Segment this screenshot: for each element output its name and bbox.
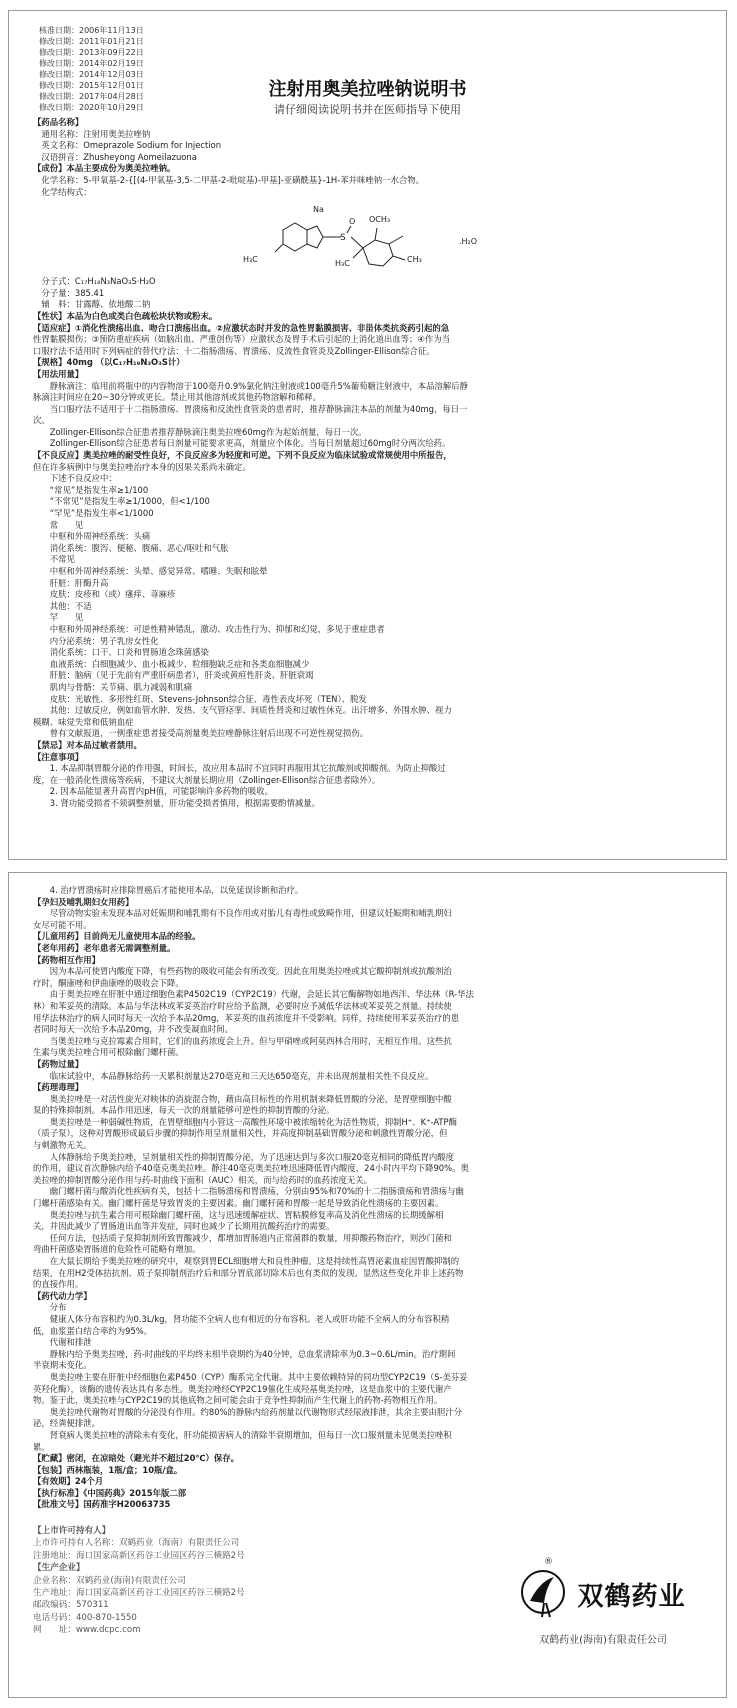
text-line: 低，血浆蛋白结合率约为95%。 xyxy=(33,1325,153,1336)
text-line: 奥美拉唑主要在肝脏中经细胞色素P450（CYP）酶系完全代谢。其中主要依赖特异的同功型CYP2C19（S-美芬妥 xyxy=(33,1371,468,1382)
structure-label-na: Na xyxy=(313,205,324,215)
footer-line: 【生产企业】 xyxy=(33,1563,85,1574)
text-line: 【药品名称】 xyxy=(33,117,84,127)
text-line: “常见”是指发生率≥1/100 xyxy=(33,484,149,495)
text-line: 【药理毒理】 xyxy=(33,1082,84,1093)
text-line: 模糊、味觉失常和低钠血症 xyxy=(33,716,134,727)
text-line: 化学名称：5-甲氧基-2-{[(4-甲氧基-3,5-二甲基-2-吡啶基)-甲基]-亚磺酰基}-1H-苯并咪唑钠一水合物。 xyxy=(33,174,424,185)
structure-label-och3: OCH₃ xyxy=(369,215,391,225)
structure-label-h2o: .H₂O xyxy=(459,237,478,247)
revision-date: 核准日期：2006年11月13日 xyxy=(39,26,144,35)
text-line: 【儿童用药】目前尚无儿童使用本品的经验。 xyxy=(33,931,201,942)
text-line: 消化系统：口干、口炎和胃肠道念珠菌感染 xyxy=(33,647,209,658)
text-line: 4. 治疗胃溃疡时应排除胃癌后才能使用本品，以免延误诊断和治疗。 xyxy=(33,885,304,895)
text-line: 分子式：C₁₇H₁₈N₃NaO₃S·H₂O xyxy=(33,276,156,287)
text-line: 中枢和外周神经系统：头痛 xyxy=(33,531,151,542)
leaflet-page-1 xyxy=(8,10,727,860)
text-line: 汉语拼音：Zhusheyong Aomeilazuona xyxy=(33,151,197,162)
text-line: 与刺激物无关。 xyxy=(33,1140,92,1151)
footer-line: 生产地址：海口国家高新区药谷工业园区药谷三横路2号 xyxy=(33,1588,245,1599)
text-line: 【包装】西林瓶装，1瓶/盒；10瓶/盒。 xyxy=(33,1464,183,1475)
text-line: 性胃黏膜损伤；③预防重症疾病（如脑出血、严重创伤等）应激状态及胃手术后引起的上消化道出血等；④作为当 xyxy=(33,334,451,345)
text-line: 化学结构式： xyxy=(33,186,92,197)
text-line: Zollinger-Ellison综合征患者每日剂量可能要求更高，剂量应个体化。当每日剂量超过60mg时分两次给药。 xyxy=(33,438,451,449)
text-line: 血液系统：白细胞减少、血小板减少、粒细胞缺乏症和各类血细胞减少 xyxy=(33,658,310,669)
crane-logo-icon xyxy=(520,1563,566,1625)
text-line: 奥美拉唑是一种弱碱性物质，在胃壁细胞内小管这一高酸性环境中被浓缩转化为活性物质，抑制H⁺、K⁺-ATP酶 xyxy=(33,1116,457,1127)
text-line: 的直接作用。 xyxy=(33,1279,84,1290)
text-line: 皮肤：皮疹和（或）瘙痒、荨麻疹 xyxy=(33,589,176,600)
text-line: 泌，经粪便排泄。 xyxy=(33,1418,100,1429)
text-line: 【不良反应】奥美拉唑的耐受性良好，不良反应多为轻度和可逆。下列不良反应为临床试验或常规使用中所报告， xyxy=(33,450,452,461)
text-line: 【老年用药】老年患者无需调整剂量。 xyxy=(33,942,176,953)
text-line: 物。鉴于此，奥美拉唑与CYP2C19的其他底物之间可能会由于竞争性抑制而产生代谢上的药物-药物相互作用。 xyxy=(33,1395,443,1406)
text-line: 其他：不适 xyxy=(33,600,92,611)
footer-line: 网 址：www.dcpc.com xyxy=(33,1625,141,1636)
revision-date: 修改日期：2011年01月21日 xyxy=(39,37,144,46)
text-line: 在大鼠长期给予奥美拉唑的研究中，观察到胃ECL细胞增大和良性肿瘤。这是持续性高胃泌素血症因胃酸抑制的 xyxy=(33,1256,460,1266)
text-line: 【注意事项】 xyxy=(33,751,84,762)
text-line: 【药物过量】 xyxy=(33,1058,84,1069)
footer-line: 企业名称：双鹤药业(海南)有限责任公司 xyxy=(33,1575,186,1586)
text-line: 中枢和外周神经系统：可逆性精神错乱，激动、攻击性行为、抑郁和幻觉，多见于重症患者 xyxy=(33,623,385,634)
text-line: 其他：过敏反应，例如血管水肿、发热、支气管痉挛、间质性肾炎和过敏性休克。出汗增多、外围水肿、视力 xyxy=(33,705,452,716)
text-line: 【成份】本品主要成份为奥美拉唑钠。 xyxy=(33,163,176,174)
text-line: 不常见 xyxy=(33,554,75,565)
document-subtitle: 请仔细阅读说明书并在医师指导下使用 xyxy=(274,103,461,116)
text-line: 奥美拉唑是一对活性旋光对映体的消旋混合物，藉由高目标性的作用机制来降低胃酸的分泌，是胃壁细胞中酸 xyxy=(33,1093,452,1104)
text-line: 2. 因本品能显著升高胃内pH值，可能影响许多药物的吸收。 xyxy=(33,786,274,797)
text-line: 当口服疗法不适用于十二指肠溃疡、胃溃疡和反流性食管炎的患者时，推荐静脉滴注本品的剂量为40mg，每日一 xyxy=(33,403,468,414)
text-line: 弯曲杆菌感染胃肠道的危险性可能略有增加。 xyxy=(33,1244,201,1255)
text-line: 英羟化酶），该酶的遗传表达具有多态性。奥美拉唑经CYP2C19催化生成羟基奥美拉唑，这是血浆中的主要代谢产 xyxy=(33,1383,452,1394)
text-line: 【贮藏】密闭，在凉暗处（避光并不超过20℃）保存。 xyxy=(33,1453,240,1464)
revision-date: 修改日期：2013年09月22日 xyxy=(39,48,144,57)
text-line: 下述不良反应中： xyxy=(33,473,117,484)
text-line: 口服疗法不适用时下列病症的替代疗法：十二指肠溃疡、胃溃疡、反流性食管炎及Zollinger-Ellison综合征。 xyxy=(33,345,435,356)
page-1-body xyxy=(33,117,708,809)
text-line: 英文名称：Omeprazole Sodium for Injection xyxy=(33,140,221,151)
text-line: 奥美拉唑代谢物对胃酸的分泌没有作用。约80%的静脉内给药剂量以代谢物形式经尿液排泄，其余主要由胆汁分 xyxy=(33,1406,462,1417)
text-line: 常 见 xyxy=(33,519,84,530)
text-line: 【适应症】①消化性溃疡出血、吻合口溃疡出血。②应激状态时并发的急性胃黏膜损害、非甾体类抗炎药引起的急 xyxy=(33,322,450,333)
text-line: 辅 料：甘露醇、依地酸二钠 xyxy=(33,299,151,310)
text-line: 【禁忌】对本品过敏者禁用。 xyxy=(33,739,142,750)
revision-date: 修改日期：2020年10月29日 xyxy=(39,103,144,112)
text-line: 健康人体分布容积约为0.3L/kg，肾功能不全病人也有相近的分布容积。老人或肝功能不全病人的分布容积稍 xyxy=(33,1313,450,1324)
text-line: 通用名称：注射用奥美拉唑钠 xyxy=(33,128,151,139)
manufacturer-info xyxy=(33,1525,245,1637)
text-line: 曾有文献报道，一例重症患者接受高剂量奥美拉唑静脉注射后出现不可逆性视觉损伤。 xyxy=(33,728,368,739)
text-line: 度，在一般消化性溃疡等疾病，不建议大剂量长期应用（Zollinger-Ellison综合征患者除外）。 xyxy=(33,774,381,785)
text-line: 静脉内给予奥美拉唑，药-时曲线的平均终末相半衰期约为40分钟，总血浆清除率为0.3~0.6L/min。治疗期间 xyxy=(33,1348,456,1359)
text-line: 关，并因此减少了胃肠道出血等并发症，同时也减少了长期用抗酸药治疗的需要。 xyxy=(33,1221,335,1232)
text-line: 次。 xyxy=(33,415,50,426)
text-line: 【有效期】24个月 xyxy=(33,1476,104,1487)
structure-label-o: O xyxy=(349,217,356,227)
footer-line: 注册地址：海口国家高新区药谷工业园区药谷三横路2号 xyxy=(33,1550,245,1561)
chemical-structure xyxy=(33,198,708,276)
text-line: 中枢和外周神经系统：头晕、感觉异常、嗜睡、失眠和眩晕 xyxy=(33,566,268,576)
text-line: 奥美拉唑与抗生素合用可根除幽门螺杆菌，这与迅速缓解症状、胃粘膜修复率高及消化性溃疡的长期缓解相 xyxy=(33,1209,444,1220)
revision-date: 修改日期：2015年12月01日 xyxy=(39,81,144,90)
text-line: 尽管动物实验未发现本品对妊娠期和哺乳期有不良作用或对胎儿有毒性或致畸作用，但建议妊娠期和哺乳期妇 xyxy=(33,908,452,919)
text-line: 【孕妇及哺乳期妇女用药】 xyxy=(33,896,134,907)
text-line: 美拉唑的抑制胃酸分泌作用与药-时曲线下面积（AUC）相关，而与给药时的血药浓度无关。 xyxy=(33,1174,372,1185)
text-line: 内分泌系统：男子乳房女性化 xyxy=(33,635,159,646)
text-line: Zollinger-Ellison综合征患者推荐静脉滴注奥美拉唑60mg作为起始剂量，每日一次。 xyxy=(33,426,367,437)
text-line: 静脉滴注：临用前将瓶中的内容物溶于100毫升0.9%氯化钠注射液或100毫升5%葡萄糖注射液中，本品溶解后静 xyxy=(33,380,469,391)
text-line: 3. 肾功能受损者不须调整剂量，肝功能受损者慎用，根据需要酌情减量。 xyxy=(33,797,321,808)
drug-name-section xyxy=(33,117,708,198)
text-line: 林）和苯妥英的清除。本品与华法林或苯妥英治疗时应给予监测，必要时应予减低华法林或苯妥英之剂量。持续使 xyxy=(33,1000,452,1011)
company-logo xyxy=(508,1557,698,1646)
footer-line: 【上市许可持有人】 xyxy=(33,1526,111,1536)
text-line: 临床试验中，本品静脉给药一天累积剂量达270毫克和三天达650毫克，并未出现剂量相关性不良反应。 xyxy=(33,1070,434,1081)
text-line: （质子泵），这种对胃酸形成最后步骤的抑制作用呈剂量相关性，并高度抑制基础胃酸分泌和刺激性胃酸分泌，但 xyxy=(33,1128,448,1139)
text-line: 1. 本品抑制胃酸分泌的作用强，时间长，故应用本品时不宜同时再服用其它抗酸剂或抑酸剂。为防止抑酸过 xyxy=(33,763,446,774)
text-line: 的作用，建议首次静脉内给予40毫克奥美拉唑。静注40毫克奥美拉唑迅速降低胃内酸度，24小时内平均下降90%。奥 xyxy=(33,1163,469,1174)
document-title: 注射用奥美拉唑钠说明书 xyxy=(268,79,467,100)
structure-diagram xyxy=(243,200,543,276)
logo-brand-name: 双鹤药业 xyxy=(577,1581,686,1612)
text-line: 【药物相互作用】 xyxy=(33,954,100,965)
registered-mark: ® xyxy=(544,1557,553,1567)
text-line: 【批准文号】国药准字H20063735 xyxy=(33,1499,171,1510)
text-line: 分布 xyxy=(33,1302,67,1313)
structure-label-ch3: CH₃ xyxy=(407,255,422,265)
text-line: 因为本品可使胃内酸度下降，有些药物的吸收可能会有所改变。因此在用奥美拉唑或其它酸抑制剂或抗酸剂治 xyxy=(33,966,452,977)
text-line: 【执行标准】《中国药典》2015年版二部 xyxy=(33,1487,187,1498)
logo-company-name: 双鹤药业(海南)有限责任公司 xyxy=(539,1635,667,1646)
text-line: 者同时每天一次给予本品20mg，并不改变凝血时间。 xyxy=(33,1024,234,1035)
revision-date: 修改日期：2017年04月28日 xyxy=(39,92,144,101)
text-line: 生素与奥美拉唑合用可根除幽门螺杆菌。 xyxy=(33,1047,184,1058)
text-line: 但在许多病例中与奥美拉唑治疗本身的因果关系尚未确定。 xyxy=(33,461,251,472)
page-2-body xyxy=(33,885,708,1511)
text-line: 累。 xyxy=(33,1441,50,1452)
text-line: 半衰期未变化。 xyxy=(33,1360,92,1371)
text-line: 脉滴注时间应在20~30分钟或更长。禁止用其他溶剂或其他药物溶解和稀释。 xyxy=(33,392,321,403)
text-line: 肝脏：肝酶升高 xyxy=(33,577,109,588)
text-line: 皮肤：光敏性、多形性红斑、Stevens-Johnson综合征、毒性表皮坏死（TEN）、脱发 xyxy=(33,693,367,704)
text-line: 由于奥美拉唑在肝脏中通过细胞色素P4502C19（CYP2C19）代谢，会延长其它酶解物如地西泮、华法林（R-华法 xyxy=(33,989,474,1000)
footer-line: 上市许可持有人名称：双鹤药业（海南）有限责任公司 xyxy=(33,1538,240,1549)
text-line: 【药代动力学】 xyxy=(33,1290,92,1301)
text-line: 女尽可能不用。 xyxy=(33,919,92,930)
text-line: 人体静脉给予奥美拉唑，呈剂量相关性的抑制胃酸分泌，为了迅速达到与多次口服20毫克相同的降低胃内酸度 xyxy=(33,1151,455,1162)
text-line: 幽门螺杆菌与酸消化性疾病有关，包括十二指肠溃疡和胃溃疡，分别由95%和70%的十二指肠溃疡和胃溃疡与幽 xyxy=(33,1186,464,1197)
revision-date: 修改日期：2014年02月19日 xyxy=(39,59,144,68)
text-line: 罕 见 xyxy=(33,612,84,623)
text-line: 分子量：385.41 xyxy=(33,287,105,298)
text-line: 消化系统：腹泻、便秘、腹痛、恶心/呕吐和气胀 xyxy=(33,542,229,553)
footer-line: 邮政编码：570311 xyxy=(33,1600,109,1611)
footer-line: 电话号码：400-870-1550 xyxy=(33,1612,137,1623)
text-line: 任何方法，包括质子泵抑制剂所致胃酸减少，都增加胃肠道内正常菌群的数量，用抑酸药物治疗，则沙门菌和 xyxy=(33,1232,452,1243)
text-line: 代谢和排泄 xyxy=(33,1337,92,1348)
structure-label-h3c-methoxy: H₃C xyxy=(243,255,258,265)
revision-date: 修改日期：2014年12月03日 xyxy=(39,70,144,79)
text-line: 用华法林治疗的病人同时每天一次给予本品20mg，苯妥英的血药浓度并不受影响。同样，持续使用苯妥英治疗的患 xyxy=(33,1012,460,1023)
text-line: 【性状】本品为白色或类白色疏松块状物或粉末。 xyxy=(33,310,218,321)
text-line: 疗时，酮康唑和伊曲康唑的吸收会下降。 xyxy=(33,977,184,988)
text-line: 【用法用量】 xyxy=(33,368,84,379)
text-line: 【规格】40mg （以C₁₇H₁₉N₃O₃S计） xyxy=(33,357,185,368)
monograph-sections xyxy=(33,276,708,809)
text-line: 结果，在用H2受体拮抗剂、质子泵抑制剂治疗后和部分胃底部切除术后也有类似的发现。显然这些变化并非上述药物 xyxy=(33,1267,464,1278)
text-line: 肝脏：脑病（见于先前有严重肝病患者），肝炎或黄疸性肝炎、肝脏衰竭 xyxy=(33,670,314,681)
structure-label-h3c: H₃C xyxy=(335,259,350,269)
structure-label-s: S xyxy=(340,233,346,244)
text-line: “不常见”是指发生率≥1/1000，但<1/100 xyxy=(33,496,210,507)
text-line: 门螺杆菌感染有关。幽门螺杆菌是导致胃炎的主要因素。幽门螺杆菌和胃酸一起是导致消化性溃疡的主要因素。 xyxy=(33,1198,444,1209)
text-line: 泵的特殊抑制剂。本品作用迅速，每天一次的剂量能够可逆性的抑制胃酸的分泌。 xyxy=(33,1105,335,1116)
text-line: 当奥美拉唑与克拉霉素合用时，它们的血药浓度会上升。但与甲硝唑或阿莫西林合用时，无相互作用。这些抗 xyxy=(33,1035,452,1046)
text-line: 肾衰病人奥美拉唑的清除未有变化，肝功能损害病人的清除半衰期增加，但每日一次口服剂量未见奥美拉唑积 xyxy=(33,1429,452,1440)
text-line: 肌肉与骨骼：关节痛、肌力减弱和肌痛 xyxy=(33,681,193,692)
leaflet-page-2 xyxy=(8,872,727,1698)
text-line: “罕见”是指发生率<1/1000 xyxy=(33,508,154,519)
